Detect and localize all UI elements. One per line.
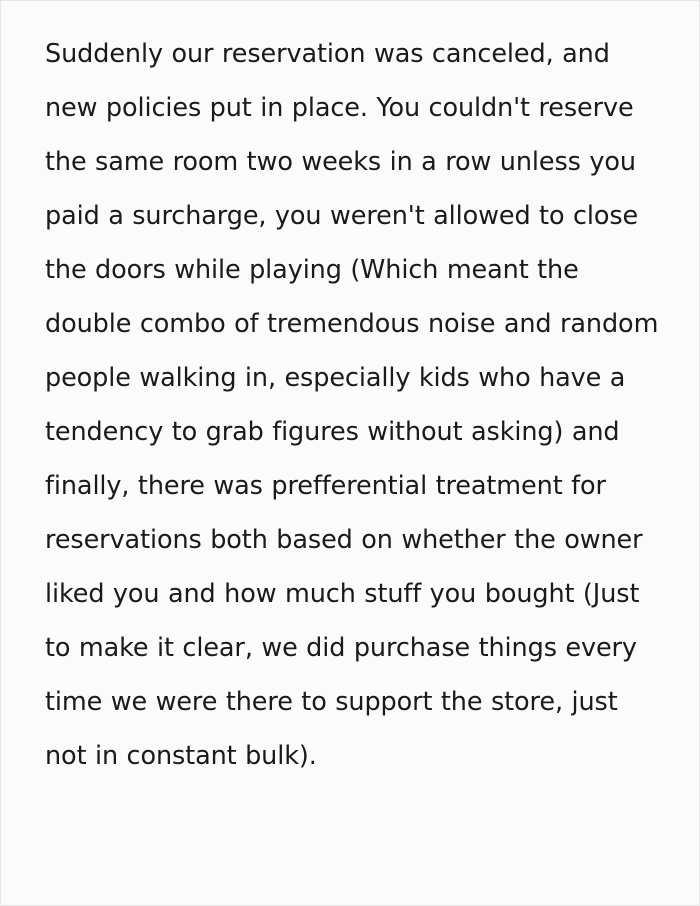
story-paragraph: Suddenly our reservation was canceled, and new policies put in place. You couldn't reserve the same room two weeks in a row unless you paid a surcharge, you weren't allowed to close the doors while playing (Which meant the double combo of tremendous noise and random people walking in, especially kids who have a tendency to grab figures without asking) and finally, there was prefferential treatment for reservations both based on whether the owner liked you and how much stuff you bought (Just to make it clear, we did purchase things every time we were there to support the store, just not in constant bulk). — [45, 39, 667, 771]
